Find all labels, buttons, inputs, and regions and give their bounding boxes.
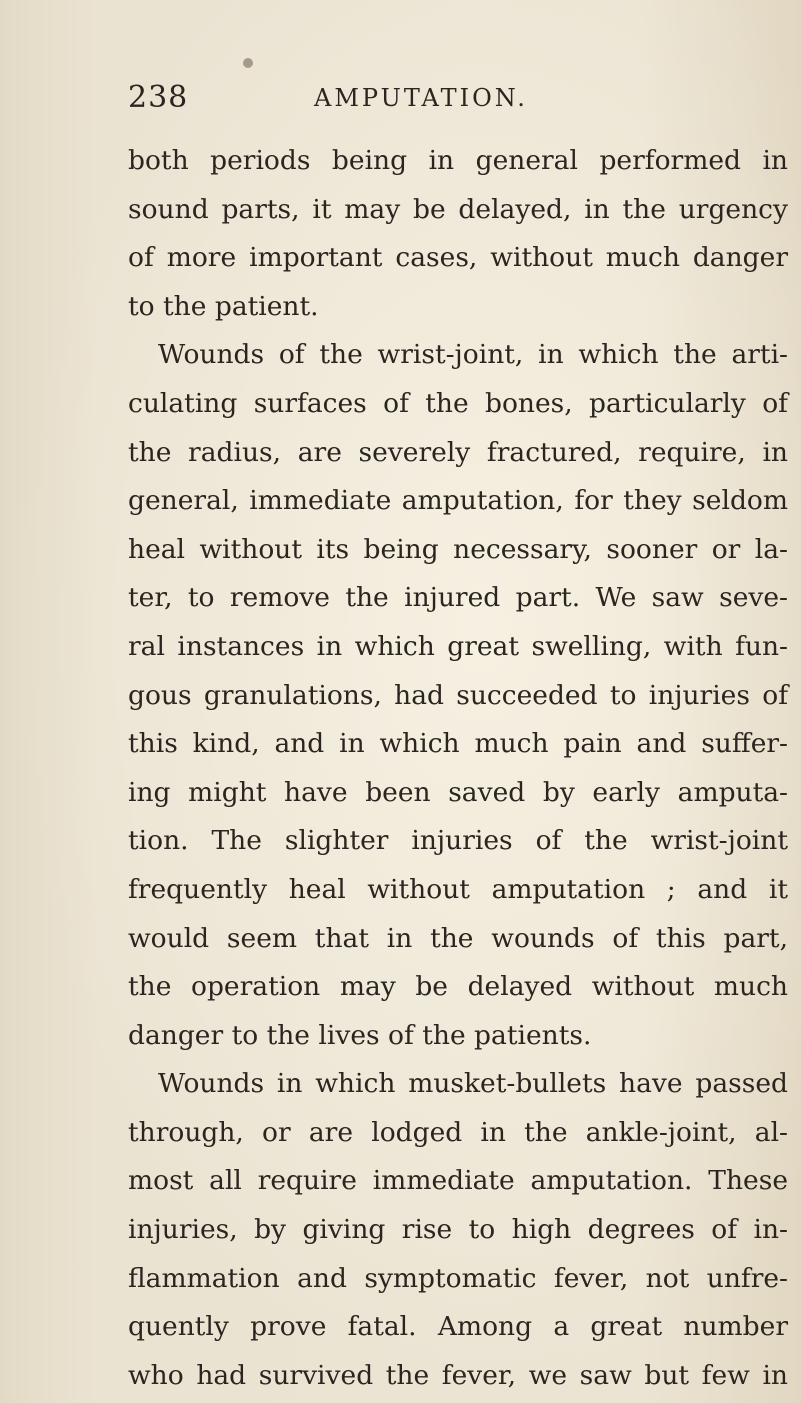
text-line: ral instances in which great swelling, with fun-	[128, 630, 788, 662]
ink-fleck	[243, 58, 253, 68]
text-line: Wounds in which musket-bullets have passed	[158, 1068, 788, 1100]
text-line: quently prove fatal. Among a great number	[128, 1311, 788, 1343]
text-line: the operation may be delayed without much	[128, 971, 788, 1003]
running-head: AMPUTATION.	[314, 84, 528, 112]
text-line: would seem that in the wounds of this part,	[128, 922, 788, 954]
text-line: tion. The slighter injuries of the wrist-joint	[128, 825, 788, 857]
text-line: to the patient.	[128, 290, 319, 322]
text-line: general, immediate amputation, for they seldom	[128, 485, 788, 517]
text-line: Wounds of the wrist-joint, in which the arti-	[158, 339, 788, 371]
text-line: ter, to remove the injured part. We saw seve-	[128, 582, 788, 614]
text-line: heal without its being necessary, sooner or la-	[128, 533, 788, 565]
text-line: danger to the lives of the patients.	[128, 1019, 592, 1051]
text-line: most all require immediate amputation. These	[128, 1165, 788, 1197]
text-line: gous granulations, had succeeded to injuries of	[128, 679, 788, 711]
text-line: flammation and symptomatic fever, not unfre-	[128, 1262, 788, 1294]
text-line: ing might have been saved by early amputa-	[128, 776, 788, 808]
text-line: this kind, and in which much pain and suffer-	[128, 728, 788, 760]
text-line: injuries, by giving rise to high degrees of in-	[128, 1214, 788, 1246]
text-line: who had survived the fever, we saw but few in	[128, 1359, 788, 1391]
body-text	[128, 137, 788, 1400]
text-line: the radius, are severely fractured, require, in	[128, 436, 788, 468]
text-line: culating surfaces of the bones, particularly of	[128, 387, 788, 419]
text-line: frequently heal without amputation ; and it	[128, 873, 788, 905]
page-header	[128, 80, 788, 124]
page-number: 238	[128, 80, 189, 115]
text-line: of more important cases, without much danger	[128, 242, 788, 274]
text-line: sound parts, it may be delayed, in the urgency	[128, 193, 788, 225]
text-line: both periods being in general performed in	[128, 145, 788, 176]
text-line: through, or are lodged in the ankle-joint, al-	[128, 1116, 788, 1148]
